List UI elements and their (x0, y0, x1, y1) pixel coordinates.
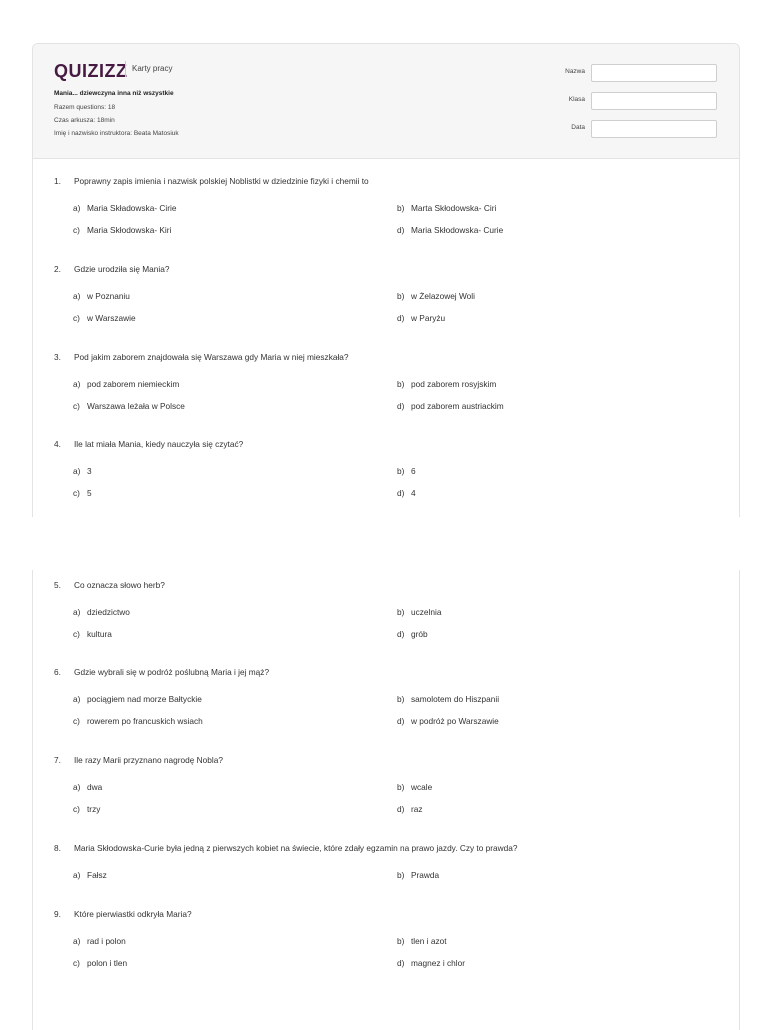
option-3a: a) pod zaborem niemieckim (73, 379, 180, 389)
total-questions: Razem questions: 18 (54, 104, 116, 111)
option-2d: d) w Paryżu (397, 313, 446, 323)
option-9a: a) rad i polon (73, 936, 126, 946)
question-9: 9. Które pierwiastki odkryła Maria? (54, 909, 192, 919)
worksheet-page-2 (32, 570, 740, 1030)
class-field[interactable] (591, 92, 717, 110)
option-5a: a) dziedzictwo (73, 607, 130, 617)
option-5c: c) kultura (73, 629, 112, 639)
option-3b: b) pod zaborem rosyjskim (397, 379, 497, 389)
option-6b: b) samolotem do Hiszpanii (397, 694, 500, 704)
date-label: Data (571, 124, 585, 131)
option-6c: c) rowerem po francuskich wsiach (73, 716, 203, 726)
option-5d: d) grób (397, 629, 428, 639)
option-2b: b) w Żelazowej Woli (397, 291, 475, 301)
worksheet-header (33, 44, 739, 159)
option-4a: a) 3 (73, 466, 92, 476)
question-5: 5. Co oznacza słowo herb? (54, 580, 165, 590)
question-7: 7. Ile razy Marii przyznano nagrodę Nobla? (54, 755, 223, 765)
question-3: 3. Pod jakim zaborem znajdowała się Warszawa gdy Maria w niej mieszkała? (54, 352, 349, 362)
question-1: 1. Poprawny zapis imienia i nazwisk polskiej Noblistki w dziedzinie fizyki i chemii to (54, 176, 369, 186)
option-3d: d) pod zaborem austriackim (397, 401, 504, 411)
question-2: 2. Gdzie urodziła się Mania? (54, 264, 170, 274)
worksheet-page-1 (32, 43, 740, 517)
question-8: 8. Maria Skłodowska-Curie była jedną z pierwszych kobiet na świecie, które zdały egzamin na prawo jazdy. Czy to prawda? (54, 843, 518, 853)
worksheet-title: Mania... dziewczyna inna niż wszystkie (54, 90, 174, 97)
date-field[interactable] (591, 120, 717, 138)
option-7b: b) wcale (397, 782, 433, 792)
option-1c: c) Maria Skłodowska- Kiri (73, 225, 172, 235)
option-9b: b) tlen i azot (397, 936, 447, 946)
option-1b: b) Marta Skłodowska- Ciri (397, 203, 497, 213)
option-4b: b) 6 (397, 466, 416, 476)
class-label: Klasa (568, 96, 585, 103)
question-4: 4. Ile lat miała Mania, kiedy nauczyła się czytać? (54, 439, 244, 449)
option-4d: d) 4 (397, 488, 416, 498)
option-9d: d) magnez i chlor (397, 958, 465, 968)
option-2a: a) w Poznaniu (73, 291, 130, 301)
name-field[interactable] (591, 64, 717, 82)
question-6: 6. Gdzie wybrali się w podróż poślubną Maria i jej mąż? (54, 667, 270, 677)
option-7a: a) dwa (73, 782, 103, 792)
option-7d: d) raz (397, 804, 423, 814)
option-6a: a) pociągiem nad morze Bałtyckie (73, 694, 202, 704)
option-6d: d) w podróż po Warszawie (397, 716, 499, 726)
logo-subtitle: Karty pracy (125, 61, 172, 77)
option-9c: c) polon i tlen (73, 958, 128, 968)
option-5b: b) uczelnia (397, 607, 442, 617)
name-label: Nazwa (565, 68, 585, 75)
option-7c: c) trzy (73, 804, 101, 814)
option-1d: d) Maria Skłodowska- Curie (397, 225, 504, 235)
sheet-time: Czas arkusza: 18min (54, 117, 115, 124)
quizizz-logo: QUIZIZZ (54, 61, 128, 81)
option-8b: b) Prawda (397, 870, 440, 880)
option-8a: a) Fałsz (73, 870, 107, 880)
instructor-name: Imię i nazwisko instruktora: Beata Matosiuk (54, 130, 179, 137)
option-2c: c) w Warszawie (73, 313, 136, 323)
option-1a: a) Maria Składowska- Cirie (73, 203, 177, 213)
option-4c: c) 5 (73, 488, 92, 498)
option-3c: c) Warszawa leżała w Polsce (73, 401, 185, 411)
